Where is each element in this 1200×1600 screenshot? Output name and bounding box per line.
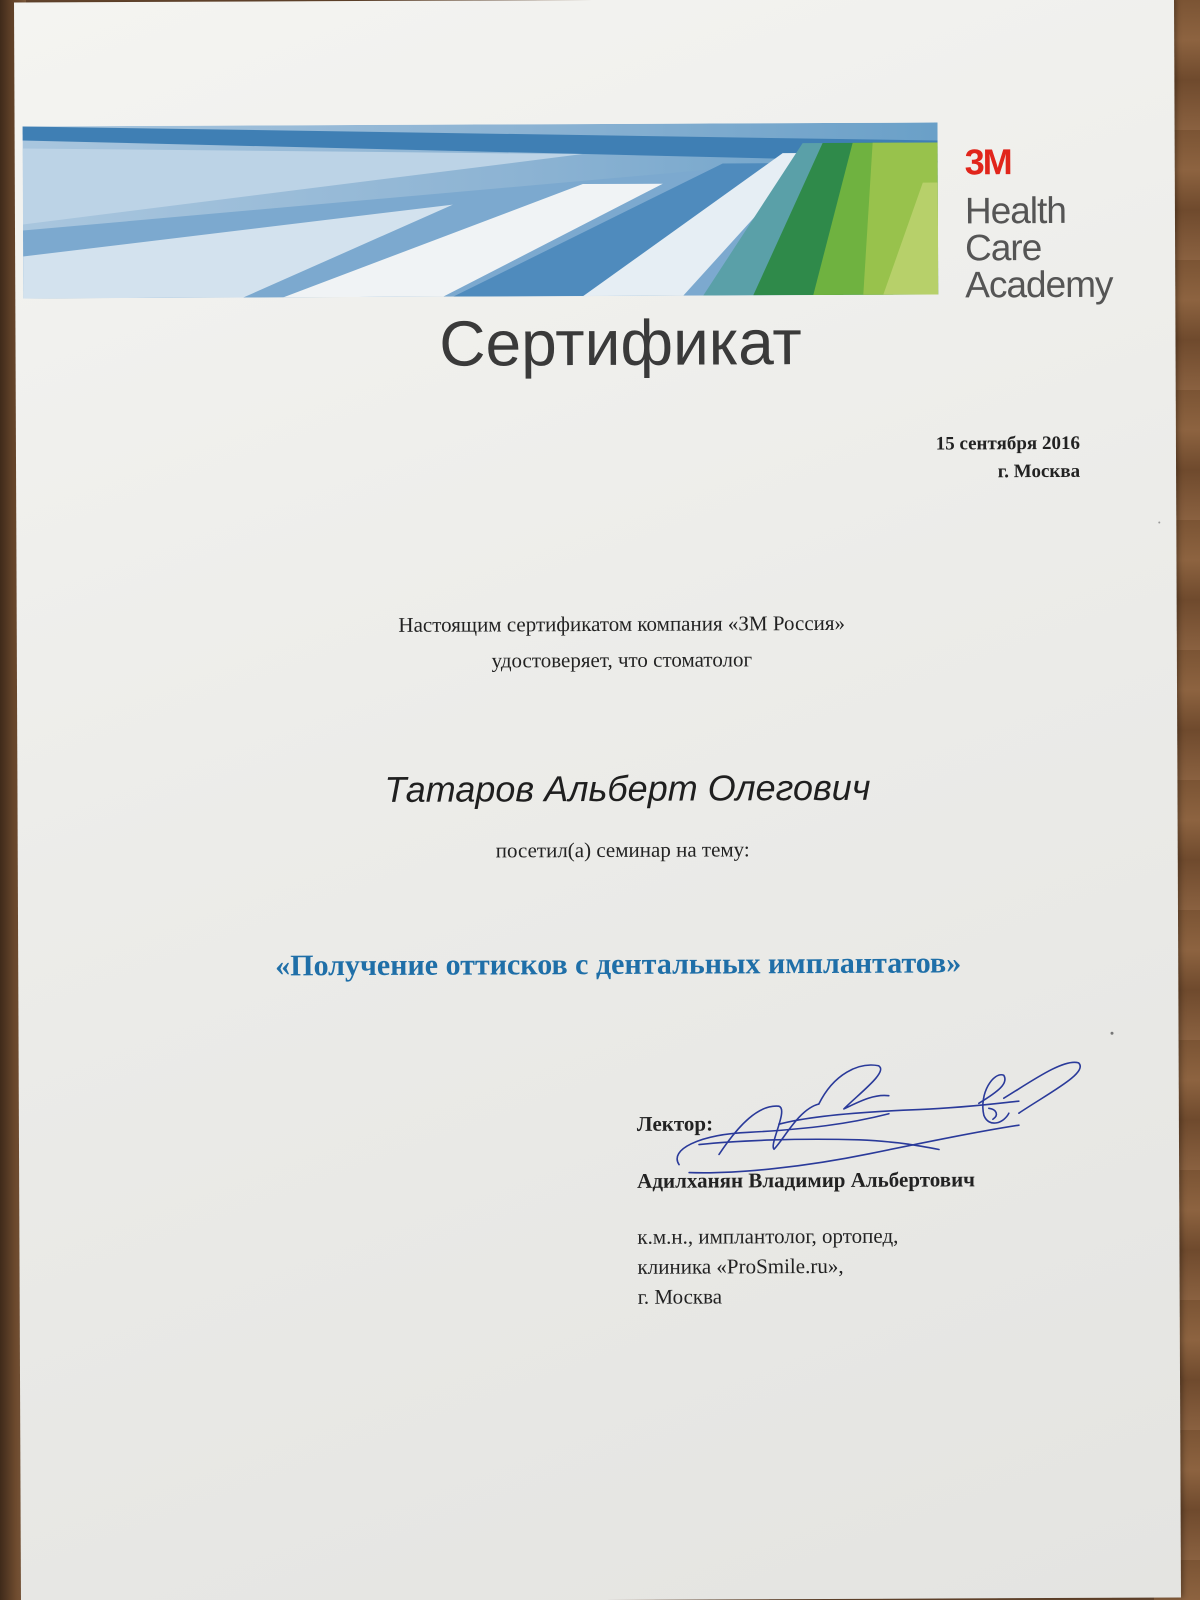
paper-speck (1158, 522, 1160, 524)
handwritten-signature (659, 1053, 1100, 1185)
lecturer-info (637, 1220, 975, 1311)
paper-speck (1111, 1032, 1114, 1035)
logo-line-academy: Academy (965, 263, 1113, 306)
logo-line-health: Health (964, 189, 1066, 232)
attended-text: посетил(а) семинар на тему: (495, 837, 750, 863)
lecturer-info-line-1: к.м.н., имплантолог, ортопед, (637, 1223, 899, 1249)
lecturer-label: Лектор: (636, 1111, 714, 1136)
certificate-sheet (14, 0, 1181, 1600)
logo-line-care: Care (964, 227, 1042, 269)
3m-health-care-academy-logo (964, 141, 1146, 306)
lecturer-name: Адилханян Владимир Альбертович (637, 1167, 976, 1193)
certificate-title (15, 303, 1195, 382)
certificate-title-text: Сертификат (439, 306, 802, 380)
decorative-banner (23, 123, 939, 299)
date-place-block (936, 430, 1081, 487)
lecturer-info-line-2: клиника «ProSmile.ru», (637, 1253, 844, 1279)
certificate-date: 15 сентября 2016 (935, 432, 1080, 455)
intro-line-2: удостоверяет, что стоматолог (491, 647, 753, 673)
recipient-name: Татаров Альберт Олегович (384, 766, 871, 810)
lecturer-info-line-3: г. Москва (637, 1284, 723, 1309)
certificate-city: г. Москва (997, 460, 1081, 483)
seminar-topic: «Получение оттисков с дентальных имплантатов» (275, 946, 962, 983)
intro-line-1: Настоящим сертификатом компания «ЗМ Россия» (398, 610, 846, 637)
3m-logo-mark: 3M (964, 141, 1011, 183)
intro-text (17, 603, 1200, 680)
